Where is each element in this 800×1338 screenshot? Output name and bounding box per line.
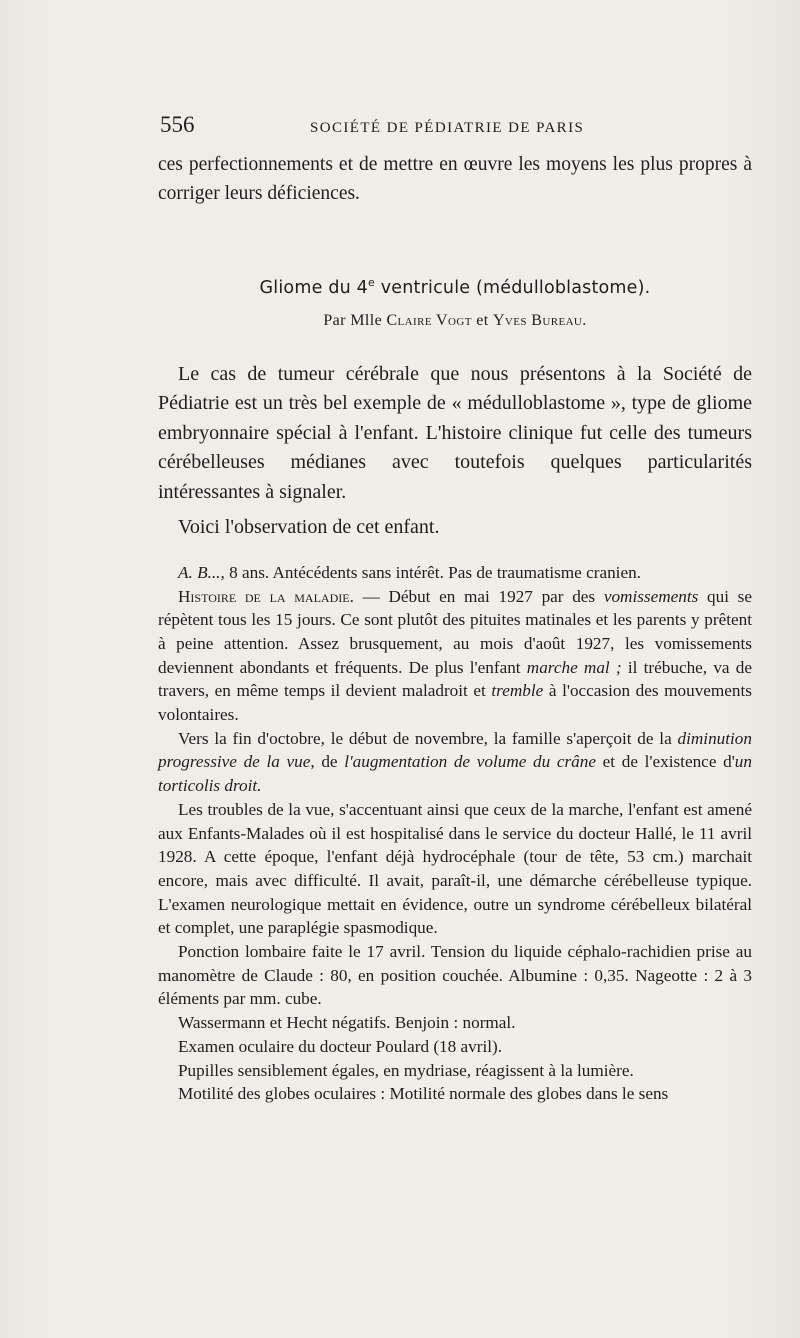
author-2: Yves Bureau	[492, 311, 583, 329]
p2-italic-1: vomissements	[603, 586, 699, 606]
authors-suffix: .	[582, 311, 587, 329]
observation-paragraph-2	[158, 585, 752, 727]
p3-text-b: , de	[310, 752, 345, 772]
lead-paragraph-block	[158, 150, 752, 208]
observation-paragraph-7: Examen oculaire du docteur Poulard (18 avril).	[178, 1036, 503, 1056]
title-text-1: Gliome du 4	[259, 277, 369, 298]
article-authors	[158, 312, 752, 330]
author-1: Claire Vogt	[386, 311, 472, 329]
p2-italic-3: tremble	[491, 681, 544, 701]
lead-paragraph: ces perfectionnements et de mettre en œuvre les moyens les plus propres à corriger leurs déficiences.	[158, 154, 752, 204]
p3-text-c: et de l'existence d'	[596, 752, 735, 772]
p2-text-c: il trébuche, va de travers, en même temps il devient maladroit et	[158, 657, 752, 701]
observation-paragraph-3	[158, 727, 752, 798]
observation-section	[158, 561, 752, 1106]
p1-text: 8 ans. Antécédents sans intérêt. Pas de traumatisme cranien.	[224, 562, 641, 582]
observation-paragraph-4: Les troubles de la vue, s'accentuant ainsi que ceux de la marche, l'enfant est amené aux Enfants-Malades où il est hospitalisé dans le service du docteur Hallé, le 11 avril 1928. A cette époque, l'enfant déjà hydrocéphale (tour de tête, 53 cm.) marchait encore, mais avec difficulté. Il avait, paraît-il, une démarche cérébelleuse typique. L'examen neurologique mettait en évidence, outre un syndrome cérébelleux bilatéral et complet, une paraplégie spasmodique.	[158, 799, 752, 938]
article-title	[158, 276, 752, 298]
patient-initials: A. B...,	[178, 562, 225, 582]
page-number: 556	[160, 112, 195, 137]
observation-paragraph-5: Ponction lombaire faite le 17 avril. Tension du liquide céphalo-rachidien prise au manomètre de Claude : 80, en position couchée. Albumine : 0,35. Nageotte : 2 à 3 éléments par mm. cube.	[158, 942, 752, 1009]
title-text-2: ventricule (médulloblastome).	[374, 277, 651, 298]
section-heading-histoire: Histoire de la maladie.	[178, 586, 354, 606]
authors-prefix: Par Mlle	[323, 311, 387, 329]
intro-paragraph-2: Voici l'observation de cet enfant.	[178, 516, 440, 539]
observation-paragraph-9: Motilité des globes oculaires : Motilité normale des globes dans le sens	[178, 1084, 669, 1104]
p2-italic-2: marche mal ;	[526, 657, 622, 677]
p3-italic-3: un torticolis droit.	[158, 752, 752, 796]
p2-text-a: — Début en mai 1927 par des	[353, 586, 604, 606]
running-head: SOCIÉTÉ DE PÉDIATRIE DE PARIS	[310, 120, 585, 136]
p3-italic-2: l'augmentation de volume du crâne	[344, 752, 597, 772]
text-block	[158, 150, 752, 1106]
p3-italic-1: diminution progressive de la vue	[158, 728, 752, 772]
intro-section	[158, 360, 752, 543]
intro-paragraph-1: Le cas de tumeur cérébrale que nous présentons à la Société de Pédiatrie est un très bel exemple de « médulloblastome », type de gliome embryonnaire spécial à l'enfant. L'histoire clinique fut celle des tumeurs cérébelleuses médianes avec toutefois quelques particularités intéressantes à signaler.	[158, 362, 752, 503]
title-superscript: e	[368, 276, 375, 289]
page-header	[160, 112, 752, 142]
observation-paragraph-6: Wassermann et Hecht négatifs. Benjoin : normal.	[178, 1013, 516, 1033]
p2-text-b: qui se répètent tous les 15 jours. Ce sont plutôt des pituites matinales et les parents y prêtent à peine attention. Assez brusquement, au mois d'août 1927, les vomissements deviennent abondants et fréquents. De plus l'enfant	[158, 586, 753, 677]
p3-text-a: Vers la fin d'octobre, le début de novembre, la famille s'aperçoit de la	[178, 728, 678, 748]
authors-join: et	[471, 311, 493, 329]
p2-text-d: à l'occasion des mouvements volontaires.	[158, 681, 752, 725]
observation-paragraph-1	[158, 561, 752, 585]
observation-paragraph-8: Pupilles sensiblement égales, en mydriase, réagissent à la lumière.	[178, 1060, 634, 1080]
